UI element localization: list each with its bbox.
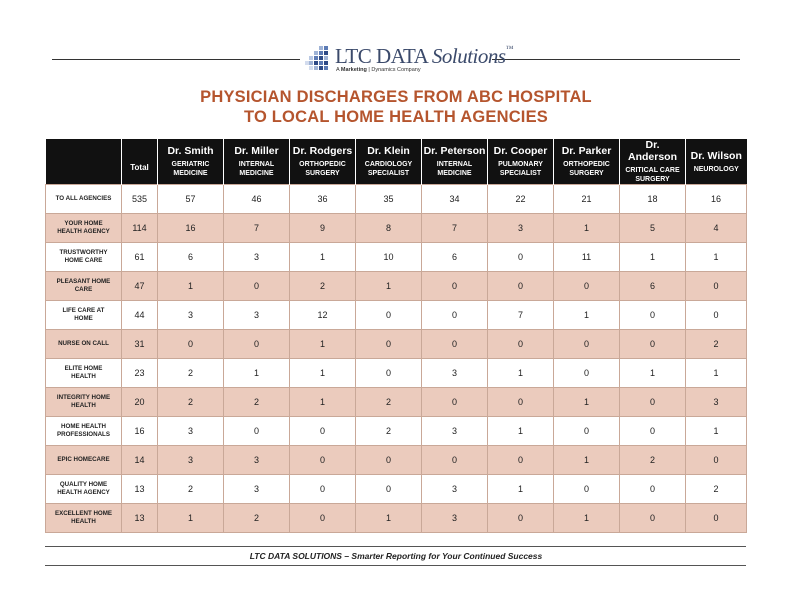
table-row	[46, 475, 747, 504]
table-row	[46, 185, 747, 214]
discharge-count-cell: 0	[356, 446, 422, 475]
physician-name: Dr. Cooper	[493, 145, 548, 157]
discharge-count-cell: 1	[488, 359, 554, 388]
discharge-count-cell: 0	[488, 272, 554, 301]
agency-name-cell	[46, 272, 122, 301]
agency-name-line: ELITE HOME	[64, 365, 103, 372]
agency-name-cell	[46, 214, 122, 243]
total-cell: 61	[122, 243, 158, 272]
discharge-count-cell: 4	[686, 214, 747, 243]
discharge-count-cell: 1	[554, 388, 620, 417]
discharge-count-cell: 1	[290, 330, 356, 359]
agency-name-line: QUALITY HOME	[59, 481, 108, 488]
physician-specialty	[554, 160, 619, 178]
discharge-count-cell: 0	[620, 504, 686, 533]
footer-rule-top	[45, 546, 746, 547]
total-cell: 535	[122, 185, 158, 214]
specialty-line: CARDIOLOGY	[364, 161, 413, 168]
discharge-count-cell: 0	[422, 301, 488, 330]
discharge-count-cell: 10	[356, 243, 422, 272]
discharge-count-cell: 16	[158, 214, 224, 243]
agency-name-line: YOUR HOME	[64, 220, 103, 227]
discharge-count-cell: 1	[686, 243, 747, 272]
physician-specialty	[488, 160, 553, 178]
physician-name: Dr. Parker	[561, 145, 612, 157]
agency-name-cell	[46, 185, 122, 214]
agency-name-line: EPIC HOMECARE	[57, 456, 110, 463]
discharge-count-cell: 34	[422, 185, 488, 214]
specialty-line: NEUROLOGY	[693, 165, 739, 173]
discharge-count-cell: 6	[620, 272, 686, 301]
header-physician	[488, 139, 554, 185]
table-body	[46, 185, 747, 533]
discharge-count-cell: 1	[290, 243, 356, 272]
agency-name-line: HOME	[74, 315, 93, 322]
total-cell: 114	[122, 214, 158, 243]
header-physician	[356, 139, 422, 185]
discharge-count-cell: 22	[488, 185, 554, 214]
discharge-count-cell: 12	[290, 301, 356, 330]
physician-name: Dr. Smith	[167, 145, 214, 157]
discharge-count-cell: 1	[224, 359, 290, 388]
physician-name: Dr. Miller	[234, 145, 279, 157]
agency-name-line: HEALTH	[71, 518, 96, 525]
discharge-count-cell: 0	[620, 330, 686, 359]
discharge-count-cell: 2	[356, 388, 422, 417]
specialty-line: CRITICAL CARE	[625, 167, 680, 174]
discharge-count-cell: 0	[422, 272, 488, 301]
table-row	[46, 243, 747, 272]
discharge-count-cell: 6	[422, 243, 488, 272]
discharge-count-cell: 3	[224, 446, 290, 475]
logo-subtitle	[336, 67, 421, 73]
discharge-count-cell: 3	[224, 243, 290, 272]
physician-name: Dr. Rodgers	[292, 145, 353, 157]
specialty-line: SURGERY	[305, 170, 340, 177]
discharge-count-cell: 2	[620, 446, 686, 475]
agency-name-line: PLEASANT HOME	[56, 278, 111, 285]
discharge-count-cell: 0	[554, 359, 620, 388]
agency-name-line: TO ALL AGENCIES	[55, 195, 112, 202]
header-rule-left	[52, 59, 300, 60]
specialty-line: INTERNAL	[238, 161, 275, 168]
agency-name-line: HEALTH AGENCY	[57, 489, 110, 496]
specialty-line: MEDICINE	[437, 170, 472, 177]
discharge-count-cell: 9	[290, 214, 356, 243]
discharge-count-cell: 2	[158, 388, 224, 417]
header-physician	[686, 139, 747, 185]
discharge-count-cell: 1	[356, 272, 422, 301]
discharge-count-cell: 0	[422, 446, 488, 475]
total-header-label: Total	[130, 163, 149, 172]
agency-name-cell	[46, 475, 122, 504]
specialty-line: GERIATRIC	[171, 161, 210, 168]
discharge-count-cell: 0	[356, 475, 422, 504]
discharge-count-cell: 3	[422, 417, 488, 446]
table-row	[46, 359, 747, 388]
discharge-count-cell: 0	[224, 417, 290, 446]
discharge-count-cell: 0	[620, 388, 686, 417]
discharge-count-cell: 0	[686, 504, 747, 533]
header-physician	[422, 139, 488, 185]
discharge-count-cell: 0	[488, 504, 554, 533]
table-row	[46, 388, 747, 417]
discharge-count-cell: 0	[422, 330, 488, 359]
discharge-count-cell: 21	[554, 185, 620, 214]
logo-sub-c: | Dynamics Company	[366, 67, 421, 73]
physician-specialty	[620, 166, 685, 184]
discharge-count-cell: 1	[686, 359, 747, 388]
discharge-count-cell: 2	[158, 475, 224, 504]
physician-name: Dr. Wilson	[690, 149, 742, 162]
table-row	[46, 301, 747, 330]
discharge-count-cell: 1	[356, 504, 422, 533]
specialty-line: MEDICINE	[173, 170, 208, 177]
table-header-row	[46, 139, 747, 185]
agency-name-line: EXCELLENT HOME	[54, 510, 113, 517]
table-row	[46, 417, 747, 446]
total-cell: 14	[122, 446, 158, 475]
agency-name-line: HOME CARE	[64, 257, 103, 264]
physician-name: Dr. Klein	[367, 145, 410, 157]
discharge-count-cell: 7	[422, 214, 488, 243]
physician-specialty	[290, 160, 355, 178]
discharge-count-cell: 1	[290, 388, 356, 417]
agency-name-line: HOME HEALTH	[61, 423, 106, 430]
physician-name: Dr. Anderson	[627, 139, 677, 163]
discharge-count-cell: 0	[290, 475, 356, 504]
header-physician	[554, 139, 620, 185]
discharge-count-cell: 3	[422, 475, 488, 504]
logo-grid-icon	[305, 46, 331, 72]
header-physician	[290, 139, 356, 185]
discharge-count-cell: 2	[356, 417, 422, 446]
discharge-count-cell: 1	[686, 417, 747, 446]
logo-sub-a: A	[336, 67, 341, 73]
discharge-count-cell: 0	[620, 301, 686, 330]
discharge-count-cell: 2	[290, 272, 356, 301]
discharge-count-cell: 2	[686, 475, 747, 504]
logo-name-italic: Solutions	[431, 44, 506, 68]
logo-sub-b: Marketing	[340, 67, 367, 73]
discharge-count-cell: 2	[158, 359, 224, 388]
total-cell: 31	[122, 330, 158, 359]
agency-name-cell	[46, 243, 122, 272]
discharge-count-cell: 36	[290, 185, 356, 214]
total-cell: 44	[122, 301, 158, 330]
discharge-count-cell: 3	[224, 475, 290, 504]
discharge-count-cell: 35	[356, 185, 422, 214]
logo-name: LTC DATA	[335, 44, 428, 68]
discharge-count-cell: 3	[488, 214, 554, 243]
discharge-count-cell: 0	[224, 272, 290, 301]
total-cell: 47	[122, 272, 158, 301]
discharge-count-cell: 0	[554, 417, 620, 446]
agency-name-line: LIFE CARE AT	[62, 307, 105, 314]
agency-name-line: HEALTH	[71, 373, 96, 380]
discharge-count-cell: 7	[224, 214, 290, 243]
discharge-count-cell: 0	[290, 504, 356, 533]
discharge-count-cell: 46	[224, 185, 290, 214]
physician-specialty	[422, 160, 487, 178]
physician-specialty	[356, 160, 421, 178]
discharge-count-cell: 7	[488, 301, 554, 330]
table-row	[46, 504, 747, 533]
specialty-line: ORTHOPEDIC	[299, 161, 346, 168]
discharge-count-cell: 1	[554, 214, 620, 243]
agency-name-cell	[46, 504, 122, 533]
agency-name-cell	[46, 301, 122, 330]
discharges-table	[45, 139, 747, 533]
agency-name-line: CARE	[74, 286, 93, 293]
specialty-line: SPECIALIST	[367, 170, 410, 177]
discharge-count-cell: 1	[488, 417, 554, 446]
discharge-count-cell: 3	[422, 504, 488, 533]
table-row	[46, 330, 747, 359]
physician-specialty	[158, 160, 223, 178]
discharge-count-cell: 0	[290, 417, 356, 446]
discharge-count-cell: 0	[290, 446, 356, 475]
discharge-count-cell: 3	[224, 301, 290, 330]
discharge-count-cell: 3	[422, 359, 488, 388]
agency-name-line: HEALTH	[71, 402, 96, 409]
discharge-count-cell: 2	[686, 330, 747, 359]
discharge-count-cell: 0	[488, 446, 554, 475]
discharge-count-cell: 1	[554, 301, 620, 330]
discharge-count-cell: 3	[158, 301, 224, 330]
specialty-line: INTERNAL	[436, 161, 473, 168]
discharge-count-cell: 3	[158, 446, 224, 475]
discharge-count-cell: 0	[620, 475, 686, 504]
discharge-count-cell: 0	[356, 301, 422, 330]
discharge-count-cell: 11	[554, 243, 620, 272]
logo-wordmark	[335, 44, 513, 69]
discharge-count-cell: 57	[158, 185, 224, 214]
discharge-count-cell: 0	[488, 388, 554, 417]
discharge-count-cell: 1	[554, 446, 620, 475]
specialty-line: SURGERY	[569, 170, 604, 177]
table-row	[46, 214, 747, 243]
header-physician	[224, 139, 290, 185]
report-title-line2: TO LOCAL HOME HEALTH AGENCIES	[243, 108, 549, 126]
discharge-count-cell: 2	[224, 388, 290, 417]
discharge-count-cell: 2	[224, 504, 290, 533]
total-cell: 20	[122, 388, 158, 417]
agency-name-cell	[46, 330, 122, 359]
discharge-count-cell: 1	[620, 359, 686, 388]
total-cell: 13	[122, 504, 158, 533]
discharge-count-cell: 0	[488, 330, 554, 359]
discharge-count-cell: 1	[290, 359, 356, 388]
physician-specialty	[686, 165, 747, 174]
logo-tm: ™	[505, 44, 513, 53]
header-physician	[158, 139, 224, 185]
header-physician	[620, 139, 686, 185]
discharge-count-cell: 0	[356, 359, 422, 388]
header-rule-right	[492, 59, 740, 60]
discharge-count-cell: 0	[686, 446, 747, 475]
discharge-count-cell: 18	[620, 185, 686, 214]
agency-name-cell	[46, 359, 122, 388]
discharge-count-cell: 0	[158, 330, 224, 359]
discharge-count-cell: 0	[554, 272, 620, 301]
discharge-count-cell: 0	[224, 330, 290, 359]
physician-name: Dr. Peterson	[423, 145, 486, 157]
header-agency-cell	[46, 139, 122, 185]
discharge-count-cell: 0	[422, 388, 488, 417]
table-row	[46, 272, 747, 301]
discharge-count-cell: 0	[620, 417, 686, 446]
specialty-line: PULMONARY	[498, 161, 543, 168]
discharge-count-cell: 1	[158, 504, 224, 533]
agency-name-cell	[46, 446, 122, 475]
total-cell: 16	[122, 417, 158, 446]
discharge-count-cell: 5	[620, 214, 686, 243]
discharge-count-cell: 0	[686, 301, 747, 330]
discharge-count-cell: 16	[686, 185, 747, 214]
agency-name-line: NURSE ON CALL	[58, 340, 109, 347]
agency-name-line: HEALTH AGENCY	[57, 228, 110, 235]
discharge-count-cell: 0	[686, 272, 747, 301]
discharge-count-cell: 3	[686, 388, 747, 417]
agency-name-line: PROFESSIONALS	[57, 431, 110, 438]
table-row	[46, 446, 747, 475]
discharge-count-cell: 0	[356, 330, 422, 359]
footer-tagline: LTC DATA SOLUTIONS – Smarter Reporting for Your Continued Success	[249, 551, 543, 561]
discharge-count-cell: 6	[158, 243, 224, 272]
discharge-count-cell: 8	[356, 214, 422, 243]
specialty-line: SPECIALIST	[499, 170, 542, 177]
total-cell: 13	[122, 475, 158, 504]
discharge-count-cell: 1	[488, 475, 554, 504]
header-total-cell	[122, 139, 158, 185]
agency-name-line: INTEGRITY HOME	[56, 394, 111, 401]
discharge-count-cell: 1	[554, 504, 620, 533]
report-title-line1: PHYSICIAN DISCHARGES FROM ABC HOSPITAL	[200, 88, 592, 106]
agency-name-cell	[46, 417, 122, 446]
footer-rule-bottom	[45, 565, 746, 566]
discharge-count-cell: 0	[488, 243, 554, 272]
company-logo	[305, 44, 513, 76]
agency-name-line: TRUSTWORTHY	[59, 249, 108, 256]
specialty-line: ORTHOPEDIC	[563, 161, 610, 168]
discharge-count-cell: 3	[158, 417, 224, 446]
physician-specialty	[224, 160, 289, 178]
specialty-line: MEDICINE	[239, 170, 274, 177]
discharge-count-cell: 1	[620, 243, 686, 272]
discharge-count-cell: 0	[554, 330, 620, 359]
total-cell: 23	[122, 359, 158, 388]
discharge-count-cell: 1	[158, 272, 224, 301]
discharge-count-cell: 0	[554, 475, 620, 504]
specialty-line: SURGERY	[635, 176, 670, 183]
agency-name-cell	[46, 388, 122, 417]
